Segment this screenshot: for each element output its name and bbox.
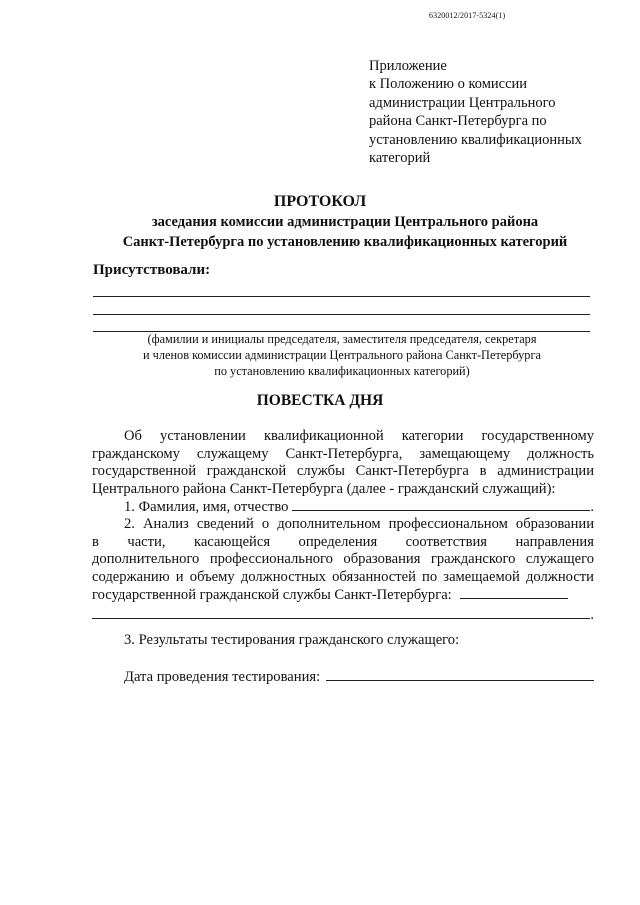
caption-line: по установлению квалификационных категорий)	[214, 363, 470, 378]
annex-line: Приложение	[369, 58, 447, 74]
agenda-intro	[92, 428, 594, 498]
agenda-title: ПОВЕСТКА ДНЯ	[256, 392, 384, 409]
annex-line: администрации Центрального	[369, 94, 556, 111]
annex-line: категорий	[369, 150, 431, 167]
test-date	[92, 668, 594, 687]
item-1-label: 1. Фамилия, имя, отчество	[124, 499, 289, 515]
intro-line: Центрального района Санкт-Петербурга (далее - гражданский служащий):	[92, 480, 556, 497]
intro-line: гражданскому служащему Санкт-Петербурга, замещающему должность	[92, 445, 594, 462]
item-2-line	[92, 534, 594, 552]
intro-line: Об установлении квалификационной категории государственному	[124, 428, 594, 444]
caption-line: и членов комиссии администрации Центрального района Санкт-Петербурга	[143, 347, 541, 362]
annex-line: установлению квалификационных	[369, 131, 582, 148]
intro-line: государственной гражданской службы Санкт-Петербурга в администрации	[92, 463, 594, 480]
present-label: Присутствовали:	[93, 262, 211, 278]
attendees-line	[93, 296, 590, 297]
item-2-line: государственной гражданской службы Санкт-Петербурга:	[92, 587, 452, 604]
item-3-label: 3. Результаты тестирования гражданского служащего:	[124, 632, 460, 648]
item-2-line: содержанию и объему должностных обязанностей по замещаемой должности	[92, 568, 594, 585]
item-2-period: .	[590, 606, 594, 623]
item-2-line: дополнительного профессионального образования гражданского служащего	[92, 551, 594, 568]
protocol-title: ПРОТОКОЛ	[273, 193, 367, 210]
item-2-word: соответствия	[405, 533, 488, 550]
item-2-word: части,	[127, 533, 166, 550]
item-1	[92, 498, 594, 517]
item-2-line: 2. Анализ сведений о дополнительном профессиональном образовании	[124, 516, 594, 532]
item-2-word: направления	[515, 533, 594, 550]
item-2-word: в	[92, 533, 99, 550]
analysis-blank	[460, 586, 568, 599]
test-date-blank	[326, 668, 594, 681]
test-date-label: Дата проведения тестирования:	[124, 669, 321, 685]
protocol-subtitle	[60, 213, 630, 252]
attendees-line	[93, 314, 590, 315]
document-id: 6320012/2017-5324(1)	[429, 11, 506, 20]
subtitle-line: Санкт-Петербурга по установлению квалификационных категорий	[122, 233, 568, 250]
item-2-word: касающейся	[193, 533, 271, 550]
item-2-word: определения	[298, 533, 378, 550]
subtitle-line: заседания комиссии администрации Центрального района	[151, 214, 539, 230]
item-1-period: .	[590, 499, 594, 515]
annex-line: к Положению о комиссии	[369, 76, 528, 93]
item-3	[92, 632, 594, 650]
caption-line: (фамилии и инициалы председателя, заместителя председателя, секретаря	[147, 332, 537, 346]
annex-line: района Санкт-Петербурга по	[369, 113, 547, 130]
full-name-blank	[292, 498, 590, 511]
attendees-caption	[92, 332, 592, 379]
item-2	[92, 516, 594, 625]
annex-note	[369, 57, 619, 167]
analysis-blank	[92, 606, 590, 619]
